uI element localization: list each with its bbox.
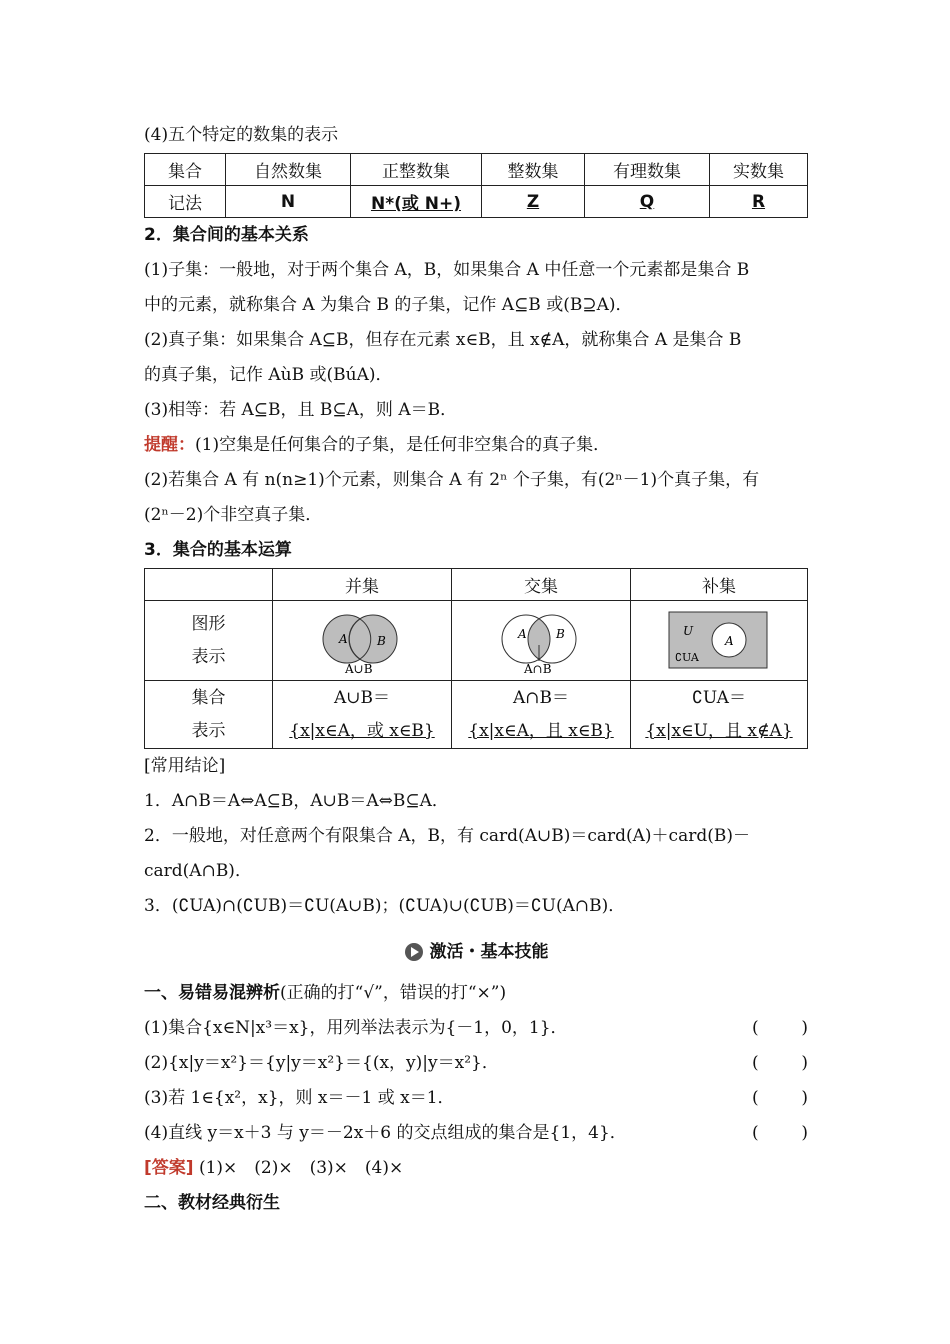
table-cell: R: [710, 186, 808, 218]
union-venn-diagram: [307, 605, 417, 677]
table-cell: [145, 601, 273, 681]
union-expression: A∪B＝: [333, 687, 390, 708]
venn-caption: ∁UA: [675, 650, 699, 664]
union-diagram-cell: [273, 601, 452, 681]
activate-section-title: [144, 932, 808, 972]
intersection-diagram-cell: [452, 601, 631, 681]
row-label: 图形: [191, 613, 226, 634]
intersection-venn-diagram: [486, 605, 596, 677]
union-set-builder: {x|x∈A，或 x∈B}: [289, 720, 435, 741]
subset-line-2: 中的元素，就称集合 A 为集合 B 的子集，记作 A⊆B 或(B⊇A)．: [144, 295, 633, 315]
conclusions-title: [常用结论]: [144, 756, 226, 776]
row-label: 集合: [191, 687, 226, 708]
answer-line: [144, 1151, 808, 1186]
conclusion-2-line-2: card(A∩B)．: [144, 861, 252, 881]
venn-label-b: B: [556, 626, 565, 641]
table-cell: [145, 681, 273, 749]
equality-line: (3)相等：若 A⊆B，且 B⊆A，则 A＝B．: [144, 400, 458, 420]
paren-open: (: [752, 1123, 759, 1143]
section-2-title: 2．集合间的基本关系: [144, 225, 309, 245]
exercise-text: (4)直线 y＝x＋3 与 y＝－2x＋6 的交点组成的集合是{1，4}．: [144, 1123, 627, 1143]
venn-label-a: A: [518, 626, 527, 641]
venn-caption: A∪B: [345, 661, 373, 676]
paren-close: ): [801, 1088, 808, 1108]
operations-expression-row: [145, 681, 808, 749]
part-2-title: 二、教材经典衍生: [144, 1193, 280, 1213]
table-cell: 并集: [273, 569, 452, 601]
table-cell: [452, 681, 631, 749]
number-sets-header-row: [145, 154, 808, 186]
number-sets-symbol-row: [145, 186, 808, 218]
table-cell: 交集: [452, 569, 631, 601]
answer-blank: [752, 1116, 808, 1151]
intersection-expression: A∩B＝: [512, 687, 569, 708]
table-cell: Z: [482, 186, 585, 218]
number-sets-table: [144, 153, 808, 218]
complement-set-builder: {x|x∈U，且 x∉A}: [645, 720, 793, 741]
exercise-text: (1)集合{x∈N|x³＝x}，用列举法表示为{－1，0，1}．: [144, 1018, 568, 1038]
tip-line-2: (2)若集合 A 有 n(n≥1)个元素，则集合 A 有 2ⁿ 个子集，有(2ⁿ－1)个真子集，有: [144, 470, 760, 490]
tip-line-1: [144, 428, 808, 463]
paren-close: ): [801, 1123, 808, 1143]
table-cell: 整数集: [482, 154, 585, 186]
venn-label-a: A: [725, 633, 734, 648]
part-1-heading: [144, 976, 808, 1011]
operations-header-row: [145, 569, 808, 601]
complement-diagram-cell: [631, 601, 808, 681]
row-label: 表示: [191, 720, 226, 741]
table-cell: 实数集: [710, 154, 808, 186]
document-page: [144, 118, 808, 1221]
venn-caption: A∩B: [524, 661, 552, 676]
table-cell: [631, 681, 808, 749]
table-cell: Q: [585, 186, 710, 218]
intersection-set-builder: {x|x∈A，且 x∈B}: [468, 720, 614, 741]
subset-line-1: (1)子集：一般地，对于两个集合 A，B，如果集合 A 中任意一个元素都是集合 B: [144, 260, 750, 280]
complement-expression: ∁UA＝: [692, 687, 746, 708]
table-cell: [145, 569, 273, 601]
conclusion-3: 3．(∁UA)∩(∁UB)＝∁U(A∪B)；(∁UA)∪(∁UB)＝∁U(A∩B)．: [144, 896, 626, 916]
operations-graph-row: [145, 601, 808, 681]
exercise-item: [144, 1081, 808, 1116]
proper-subset-line-1: (2)真子集：如果集合 A⊆B，但存在元素 x∈B，且 x∉A，就称集合 A 是集合 B: [144, 330, 742, 350]
paren-close: ): [801, 1018, 808, 1038]
exercise-item: [144, 1116, 808, 1151]
row-label: 表示: [191, 646, 226, 667]
tip-text: (1)空集是任何集合的子集，是任何非空集合的真子集．: [195, 435, 611, 455]
intro-line: (4)五个特定的数集的表示: [144, 125, 339, 145]
answer-label: [答案]: [144, 1158, 194, 1178]
table-cell: N: [226, 186, 351, 218]
exercise-text: (3)若 1∈{x²，x}，则 x＝－1 或 x＝1．: [144, 1088, 455, 1108]
set-operations-table: [144, 568, 808, 749]
answer-blank: [752, 1046, 808, 1081]
exercise-text: (2){x|y＝x²}＝{y|y＝x²}＝{(x，y)|y＝x²}．: [144, 1053, 499, 1073]
table-cell: 集合: [145, 154, 226, 186]
play-icon: [404, 942, 424, 962]
part-1-title: 一、易错易混辨析: [144, 983, 280, 1003]
table-cell: N*(或 N+): [351, 186, 482, 218]
answer-blank: [752, 1011, 808, 1046]
proper-subset-line-2: 的真子集，记作 AùB 或(BúA)．: [144, 365, 393, 385]
conclusion-2-line-1: 2．一般地，对任意两个有限集合 A，B，有 card(A∪B)＝card(A)＋card(B)－: [144, 826, 750, 846]
table-cell: 有理数集: [585, 154, 710, 186]
table-cell: 记法: [145, 186, 226, 218]
conclusion-1: 1．A∩B＝A⇔A⊆B，A∪B＝A⇔B⊆A．: [144, 791, 449, 811]
part-1-note: (正确的打“√”，错误的打“×”): [280, 983, 507, 1003]
answer-text: (1)× (2)× (3)× (4)×: [198, 1158, 404, 1178]
paren-open: (: [752, 1053, 759, 1073]
venn-label-u: U: [683, 623, 694, 638]
paren-open: (: [752, 1088, 759, 1108]
table-cell: 正整数集: [351, 154, 482, 186]
paren-open: (: [752, 1018, 759, 1038]
venn-label-a: A: [339, 631, 348, 646]
tip-line-3: (2ⁿ－2)个非空真子集．: [144, 505, 323, 525]
exercise-item: [144, 1011, 808, 1046]
table-cell: 自然数集: [226, 154, 351, 186]
complement-venn-diagram: [667, 610, 771, 672]
activate-title: 激活・基本技能: [429, 942, 549, 962]
answer-blank: [752, 1081, 808, 1116]
exercise-item: [144, 1046, 808, 1081]
table-cell: [273, 681, 452, 749]
venn-label-b: B: [377, 633, 386, 648]
section-3-title: 3．集合的基本运算: [144, 540, 292, 560]
tip-label: 提醒：: [144, 435, 195, 455]
table-cell: 补集: [631, 569, 808, 601]
paren-close: ): [801, 1053, 808, 1073]
